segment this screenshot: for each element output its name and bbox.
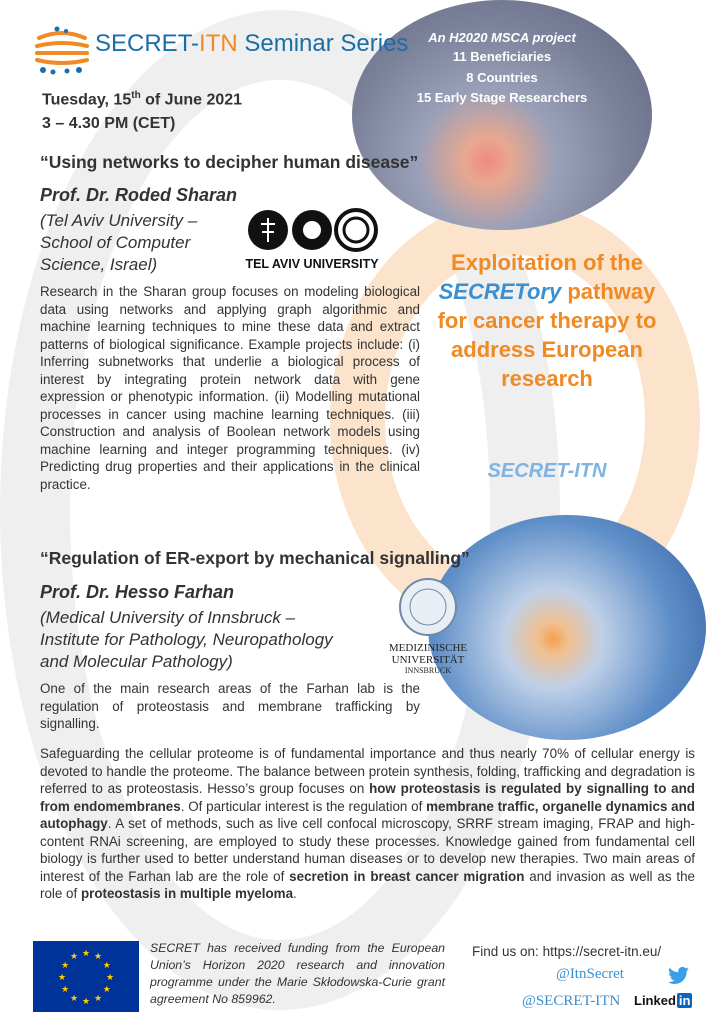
brand: SECRET- [95, 30, 200, 57]
eu-star-icon: ★ [93, 992, 103, 1003]
eu-star-icon: ★ [57, 972, 67, 982]
project-line: 15 Early Stage Researchers [416, 90, 588, 105]
secret-logo-icon [33, 26, 91, 76]
eu-star-icon: ★ [69, 951, 79, 962]
talk2-intro: One of the main research areas of the Farhan lab is the regulation of proteostasis and membrane trafficking by signalling. [40, 681, 420, 731]
talk2-affiliation: (Medical University of Innsbruck – Institute for Pathology, Neuropathology and Molecular Pathology) [40, 608, 333, 671]
project-line: 11 Beneficiaries [452, 49, 552, 64]
website-link[interactable]: https://secret-itn.eu/ [542, 944, 662, 959]
twitter-icon[interactable] [668, 966, 690, 986]
talk2-speaker: Prof. Dr. Hesso Farhan [40, 582, 235, 602]
seminar-series-title [95, 30, 408, 58]
talk1-affiliation: (Tel Aviv University – School of Computer Science, Israel) [40, 211, 198, 274]
innsbruck-university-logo: MEDIZINISCHE UNIVERSITÄT INNSBRUCK [382, 577, 474, 675]
twitter-link[interactable]: @ItnSecret [556, 966, 624, 982]
eu-star-icon: ★ [69, 992, 79, 1003]
project-line: An H2020 MSCA project [428, 30, 576, 45]
funding-statement: SECRET has received funding from the European Union’s Horizon 2020 research and innovation programme under the Marie Skłodowska-Curie grant agreement No 859962. [150, 941, 445, 1006]
eu-star-icon: ★ [93, 951, 103, 962]
eu-star-icon: ★ [61, 960, 70, 970]
talk1-title: “Using networks to decipher human disease” [40, 152, 419, 172]
tagline-brand: SECRET-ITN [487, 460, 607, 482]
eu-star-icon: ★ [105, 972, 115, 982]
eu-flag-icon [33, 941, 139, 1012]
find-us: Find us on: https://secret-itn.eu/ [472, 944, 662, 959]
project-line: 8 Countries [466, 70, 538, 85]
talk2-abstract: Safeguarding the cellular proteome is of fundamental importance and thus nearly 70% of cellular energy is devoted to handle the proteome. The balance between protein synthesis, folding, trafficking and degradation is referred to as proteostasis. Hesso’s group focuses on how proteostasis is regulated by signalling to and from endomembranes. Of particular interest is the regulation of membrane traffic, organelle dynamics and autophagy. A set of methods, such as live cell confocal microscopy, SRRF stream imaging, FRAP and high-content RNAi screening, are employed to study these processes. Knowledge gained from fundamental cell biology is further used to better understand human diseases or to develop new therapies. Two main areas of interest of the Farhan lab are the role of secretion in breast cancer migration and invasion as well as the role of proteostasis in multiple myeloma. [40, 746, 695, 901]
brand-accent: ITN [199, 30, 238, 57]
eu-star-icon: ★ [81, 948, 91, 958]
eu-star-icon: ★ [102, 984, 111, 994]
eu-star-icon: ★ [102, 960, 111, 970]
tel-aviv-university-logo: TEL AVIV UNIVERSITY [243, 208, 381, 271]
series: Seminar Series [237, 30, 409, 57]
event-time: 3 – 4.30 PM (CET) [42, 115, 176, 132]
linkedin-icon[interactable]: Linked in [634, 993, 691, 1008]
linkedin-link[interactable]: @SECRET-ITN [522, 993, 621, 1009]
eu-star-icon: ★ [81, 996, 91, 1006]
talk1-abstract: Research in the Sharan group focuses on modeling biological data using networks and applying graph algorithmic and machine learning techniques to mine these data and extract patterns of biological significance. Example projects include: (i) Inferring subnetworks that underlie a biological process of interest by integrating protein network data with gene expression or phenotypic information. (ii) Modelling mutational processes in cancer using machine learning techniques. (iii) Construction and analysis of Boolean network models using machine learning and integer programming techniques. (iv) Predicting drug properties and their applications in the clinical practice. [40, 284, 420, 492]
talk1-speaker: Prof. Dr. Roded Sharan [40, 185, 238, 205]
tagline: Exploitation of the SECRETory pathway for cancer therapy to address European research [437, 250, 657, 391]
eu-star-icon: ★ [61, 984, 70, 994]
event-date: Tuesday, 15th of June 2021 [42, 90, 243, 109]
talk2-title: “Regulation of ER-export by mechanical signalling” [40, 548, 470, 568]
